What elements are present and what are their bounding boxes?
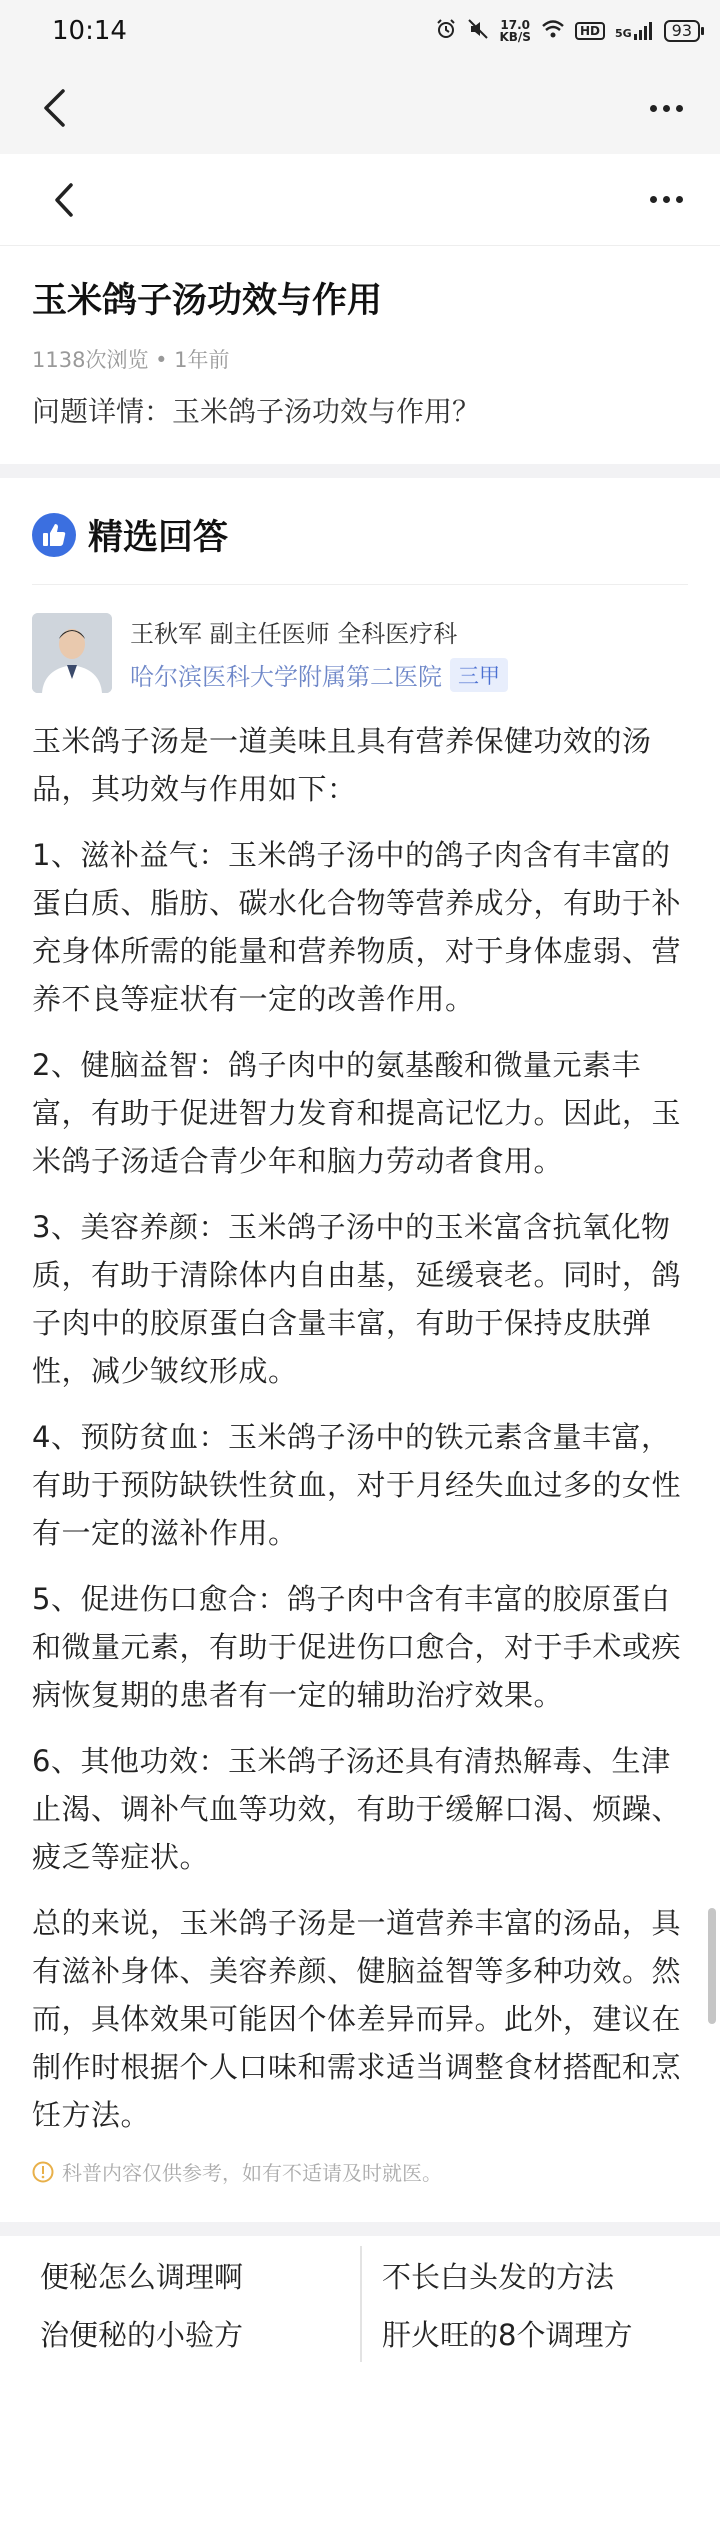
answer-paragraph: 3、美容养颜：玉米鸽子汤中的玉米富含抗氧化物质，有助于清除体内自由基，延缓衰老。同时，鸽子肉中的胶原蛋白含量丰富，有助于保持皮肤弹性，减少皱纹形成。: [32, 1210, 682, 1388]
section-divider: [0, 2222, 720, 2236]
net-speed-unit: KB/S: [499, 30, 531, 44]
more-dots-icon: [650, 105, 683, 112]
status-icons: [435, 18, 700, 45]
thumbs-up-icon: [32, 513, 76, 557]
answer-body: [32, 717, 688, 2139]
section-divider: [0, 464, 720, 478]
question-section: [0, 246, 720, 464]
doctor-info: [130, 614, 508, 692]
doctor-card[interactable]: [32, 585, 688, 717]
doctor-hospital-row: [130, 657, 508, 692]
signal-label: 5G: [614, 27, 632, 40]
doctor-name-title: 王秋军 副主任医师 全科医疗科: [130, 620, 458, 648]
hd-badge: HD: [575, 22, 605, 40]
featured-answer-header: [32, 510, 688, 585]
featured-answer-title: 精选回答: [88, 518, 229, 558]
hospital-level-tag: 三甲: [450, 658, 508, 692]
chevron-left-icon: [41, 88, 67, 128]
related-question-link[interactable]: 不长白头发的方法: [360, 2246, 688, 2304]
net-speed: [499, 19, 530, 43]
signal-icon: [615, 22, 654, 40]
answer-paragraph: 4、预防贫血：玉米鸽子汤中的铁元素含量丰富，有助于预防缺铁性贫血，对于月经失血过多的女性有一定的滋补作用。: [32, 1420, 682, 1550]
page-more-button[interactable]: [642, 176, 690, 224]
status-bar: [0, 0, 720, 62]
mute-icon: [467, 18, 489, 45]
browser-back-button[interactable]: [30, 84, 78, 132]
answer-paragraph: 6、其他功效：玉米鸽子汤还具有清热解毒、生津止渴、调补气血等功效，有助于缓解口渴、烦躁、疲乏等症状。: [32, 1744, 682, 1874]
battery-indicator: 93: [664, 20, 700, 42]
browser-nav-bar: [0, 62, 720, 154]
question-meta: 1138次浏览 • 1年前: [32, 348, 230, 372]
answer-paragraph: 5、促进伤口愈合：鸽子肉中含有丰富的胶原蛋白和微量元素，有助于促进伤口愈合，对于手术或疾病恢复期的患者有一定的辅助治疗效果。: [32, 1582, 682, 1712]
answer-section: [0, 478, 720, 2222]
wifi-icon: [541, 19, 565, 44]
answer-paragraph: 玉米鸽子汤是一道美味且具有营养保健功效的汤品，其功效与作用如下：: [32, 724, 652, 806]
answer-paragraph: 1、滋补益气：玉米鸽子汤中的鸽子肉含有丰富的蛋白质、脂肪、碳水化合物等营养成分，有助于补充身体所需的能量和营养物质，对于身体虚弱、营养不良等症状有一定的改善作用。: [32, 838, 682, 1016]
answer-paragraph: 2、健脑益智：鸽子肉中的氨基酸和微量元素丰富，有助于促进智力发育和提高记忆力。因此，玉米鸽子汤适合青少年和脑力劳动者食用。: [32, 1048, 682, 1178]
browser-more-button[interactable]: [642, 84, 690, 132]
more-dots-icon: [650, 196, 683, 203]
answer-paragraph: 总的来说，玉米鸽子汤是一道营养丰富的汤品，具有滋补身体、美容养颜、健脑益智等多种功效。然而，具体效果可能因个体差异而异。此外，建议在制作时根据个人口味和需求适当调整食材搭配和烹饪方法。: [32, 1906, 682, 2132]
alarm-icon: [435, 18, 457, 45]
page-nav-bar: [0, 154, 720, 246]
related-question-link[interactable]: 便秘怎么调理啊: [40, 2259, 244, 2294]
related-question-link[interactable]: 肝火旺的8个调理方: [360, 2304, 688, 2362]
disclaimer: [32, 2157, 688, 2222]
doctor-hospital: 哈尔滨医科大学附属第二医院: [130, 663, 442, 691]
related-questions: [0, 2236, 720, 2362]
chevron-left-icon: [53, 182, 75, 218]
status-time: 10:14: [52, 16, 127, 46]
page-back-button[interactable]: [40, 176, 88, 224]
scrollbar[interactable]: [708, 1908, 716, 2024]
net-speed-value: 17.0: [500, 18, 530, 32]
disclaimer-text: 科普内容仅供参考，如有不适请及时就医。: [62, 2161, 442, 2185]
info-icon: [32, 2161, 54, 2183]
related-question-link[interactable]: 治便秘的小验方: [40, 2317, 244, 2352]
question-detail: 问题详情：玉米鸽子汤功效与作用？: [32, 395, 481, 428]
doctor-avatar[interactable]: [32, 613, 112, 693]
question-title: 玉米鸽子汤功效与作用: [32, 281, 383, 321]
